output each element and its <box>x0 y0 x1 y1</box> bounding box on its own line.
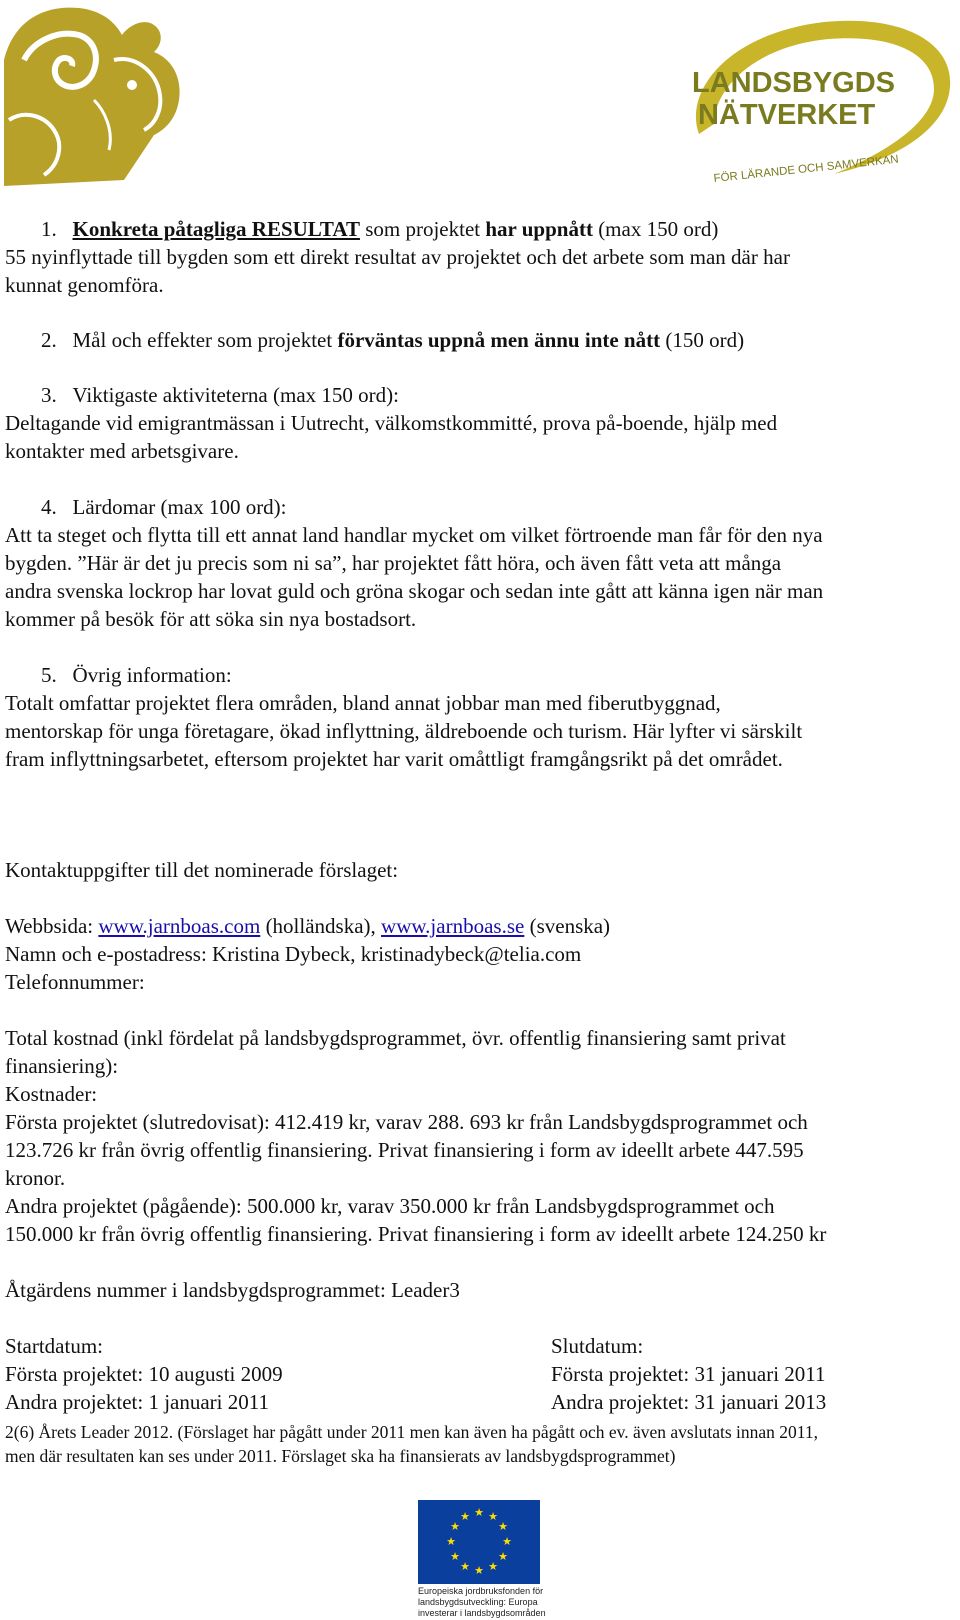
q5-answer-line3: fram inflyttningsarbetet, eftersom projektet har varit omåttligt framgångsrikt på det området. <box>5 747 783 771</box>
q3-answer-line2: kontakter med arbetsgivare. <box>5 439 239 463</box>
q1-number: 1. <box>41 217 57 241</box>
q3-answer-line1: Deltagande vid emigrantmässan i Uutrecht, välkomstkommitté, prova på-boende, hjälp med <box>5 411 778 435</box>
q5-answer-line1: Totalt omfattar projektet flera områden, bland annat jobbar man med fiberutbyggnad, <box>5 691 721 715</box>
q2-heading-bold: förväntas uppnå men ännu inte nått <box>337 328 661 352</box>
svg-text:★: ★ <box>502 1536 512 1548</box>
website-mid: (holländska), <box>260 914 382 938</box>
contact-heading: Kontaktuppgifter till det nominerade förslaget: <box>5 858 399 882</box>
footer-line2: men där resultaten kan ses under 2011. Förslaget ska ha finansierats av landsbygdsprogrammet) <box>5 1446 676 1466</box>
svg-text:★: ★ <box>498 1551 508 1563</box>
q2-heading-start: Mål och effekter som projektet <box>72 328 338 352</box>
contact-phone: Telefonnummer: <box>5 970 145 994</box>
costs-line4: Första projektet (slutredovisat): 412.419 kr, varav 288. 693 kr från Landsbygdsprogrammet och <box>5 1110 808 1134</box>
q1-heading-results: Konkreta påtagliga RESULTAT <box>72 217 360 241</box>
ram-logo <box>4 0 184 186</box>
q1-heading <box>5 215 718 243</box>
svg-text:★: ★ <box>474 1565 484 1577</box>
q3-number: 3. <box>41 383 57 407</box>
contact-name-email: Namn och e-postadress: Kristina Dybeck, kristinadybeck@telia.com <box>5 942 582 966</box>
ln-logo-line2: NÄTVERKET <box>698 99 876 131</box>
q2-heading <box>5 326 744 354</box>
eu-flag-logo <box>418 1500 540 1584</box>
q1-heading-bold: har uppnått <box>485 217 593 241</box>
costs-line7: Andra projektet (pågående): 500.000 kr, varav 350.000 kr från Landsbygdsprogrammet och <box>5 1194 775 1218</box>
start-date-label: Startdatum: <box>5 1334 103 1358</box>
q5-answer-line2: mentorskap för unga företagare, ökad inflyttning, äldreboende och turism. Här lyfter vi särskilt <box>5 719 803 743</box>
q4-answer-line1: Att ta steget och flytta till ett annat land handlar mycket om vilket förtroende man får för den nya <box>5 523 823 547</box>
q4-answer-line4: kommer på besök för att söka sin nya bostadsort. <box>5 607 417 631</box>
svg-text:★: ★ <box>460 1561 470 1573</box>
svg-text:★: ★ <box>488 1511 498 1523</box>
end-date-label: Slutdatum: <box>551 1334 644 1358</box>
q5-number: 5. <box>41 663 57 687</box>
ln-logo-tagline: FÖR LÄRANDE OCH SAMVERKAN <box>713 153 900 185</box>
website-end: (svenska) <box>524 914 611 938</box>
website-link-se[interactable]: www.jarnboas.se <box>381 914 525 938</box>
end-date-second: Andra projektet: 31 januari 2013 <box>551 1390 827 1414</box>
landsbygdsnatverket-logo <box>684 14 954 190</box>
costs-line2: finansiering): <box>5 1054 119 1078</box>
svg-text:★: ★ <box>446 1536 456 1548</box>
q1-heading-end: (max 150 ord) <box>592 217 719 241</box>
svg-text:★: ★ <box>474 1507 484 1519</box>
q5-title: Övrig information: <box>72 663 232 687</box>
eu-caption-line3: investerar i landsbygdsområden <box>418 1608 546 1618</box>
svg-text:★: ★ <box>450 1521 460 1533</box>
start-date-second: Andra projektet: 1 januari 2011 <box>5 1390 269 1414</box>
eu-caption-line1: Europeiska jordbruksfonden för <box>418 1586 544 1596</box>
eu-caption <box>418 1586 558 1619</box>
q4-title: Lärdomar (max 100 ord): <box>72 495 287 519</box>
eu-caption-line2: landsbygdsutveckling: Europa <box>418 1597 538 1607</box>
footer-line1: 2(6) Årets Leader 2012. (Förslaget har pågått under 2011 men kan även ha pågått och ev. även avslutats innan 2011, <box>5 1422 818 1442</box>
costs-line8: 150.000 kr från övrig offentlig finansiering. Privat finansiering i form av ideellt arbete 124.250 kr <box>5 1222 827 1246</box>
q4-answer-line2: bygden. ”Här är det ju precis som ni sa”, har projektet fått höra, och även fått veta att många <box>5 551 782 575</box>
q2-heading-end: (150 ord) <box>660 328 745 352</box>
svg-text:★: ★ <box>498 1521 508 1533</box>
end-date-first: Första projektet: 31 januari 2011 <box>551 1362 826 1386</box>
website-link-nl[interactable]: www.jarnboas.com <box>98 914 261 938</box>
q1-answer-line1: 55 nyinflyttade till bygden som ett direkt resultat av projektet och det arbete som man där har <box>5 245 790 269</box>
start-date-first: Första projektet: 10 augusti 2009 <box>5 1362 283 1386</box>
svg-text:★: ★ <box>450 1551 460 1563</box>
q3-title: Viktigaste aktiviteterna (max 150 ord): <box>72 383 399 407</box>
measure-line: Åtgärdens nummer i landsbygdsprogrammet: Leader3 <box>5 1278 460 1302</box>
costs-line1: Total kostnad (inkl fördelat på landsbygdsprogrammet, övr. offentlig finansiering samt privat <box>5 1026 786 1050</box>
q2-number: 2. <box>41 328 57 352</box>
ln-logo-line1: LANDSBYGDS <box>692 67 896 99</box>
q1-heading-mid: som projektet <box>359 217 486 241</box>
svg-text:★: ★ <box>488 1561 498 1573</box>
q4-answer-line3: andra svenska lockrop har lovat guld och gröna skogar och sedan inte gått att känna igen när man <box>5 579 824 603</box>
contact-website-line <box>5 912 610 940</box>
website-label: Webbsida: <box>5 914 99 938</box>
svg-text:★: ★ <box>460 1511 470 1523</box>
costs-line5: 123.726 kr från övrig offentlig finansiering. Privat finansiering i form av ideellt arbete 447.595 <box>5 1138 804 1162</box>
q1-answer-line2: kunnat genomföra. <box>5 273 164 297</box>
q5-heading <box>5 661 232 689</box>
costs-line6: kronor. <box>5 1166 66 1190</box>
q4-heading <box>5 493 287 521</box>
costs-line3: Kostnader: <box>5 1082 98 1106</box>
q4-number: 4. <box>41 495 57 519</box>
q3-heading <box>5 381 399 409</box>
